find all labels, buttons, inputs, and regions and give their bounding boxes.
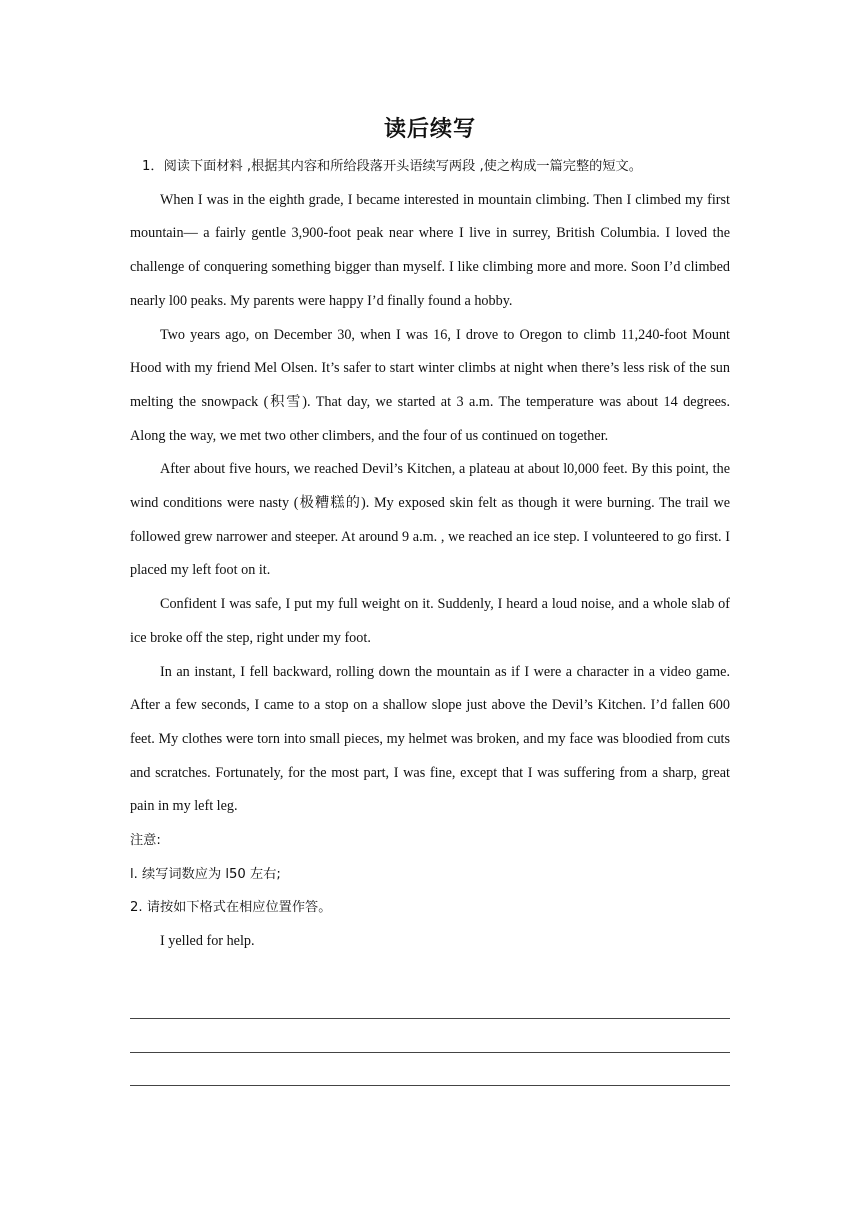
paragraph-starter: I yelled for help. xyxy=(160,933,255,950)
note-item-2: 2. 请按如下格式在相应位置作答。 xyxy=(130,900,332,916)
story-paragraph-2: Two years ago, on December 30, when I was 16, I drove to Oregon to climb 11,240-foot Mount Hood with my friend Mel Olsen. It’s safer to start winter climbs at night when there’s less risk of the sun melting the snowpack (积雪). That day, we started at 3 a.m. The temperature was about 14 degrees. Along the way, we met two other climbers, and the four of us continued on together. xyxy=(130,326,730,444)
answer-line[interactable] xyxy=(130,1052,730,1053)
document-page xyxy=(130,0,730,1216)
story-paragraph-5: In an instant, I fell backward, rolling down the mountain as if I were a character in a video game. After a few seconds, I came to a stop on a shallow slope just above the Devil’s Kitchen. I’d fallen 600 feet. My clothes were torn into small pieces, my helmet was broken, and my face was bloodied from cuts and scratches. Fortunately, for the most part, I was fine, except that I was suffering from a sharp, great pain in my left leg. xyxy=(130,663,730,815)
story-paragraph-3: After about five hours, we reached Devil’s Kitchen, a plateau at about l0,000 feet. By this point, the wind conditions were nasty (极糟糕的). My exposed skin felt as though it were burning. The trail we followed grew narrower and steeper. At around 9 a.m. , we reached an ice step. I volunteered to go first. I placed my left foot on it. xyxy=(130,461,730,579)
notes-heading: 注意: xyxy=(130,833,161,849)
answer-line[interactable] xyxy=(130,1085,730,1086)
story-paragraph-1: When I was in the eighth grade, I became interested in mountain climbing. Then I climbed my first mountain— a fairly gentle 3,900-foot peak near where I live in surrey, British Columbia. I loved the challenge of conquering something bigger than myself. I like climbing more and more. Soon I’d climbed nearly l00 peaks. My parents were happy I’d finally found a hobby. xyxy=(130,191,730,309)
task-instruction: 1．阅读下面材料 ,根据其内容和所给段落开头语续写两段 ,使之构成一篇完整的短文。 xyxy=(142,159,642,174)
document-body xyxy=(130,150,730,959)
document-title: 读后续写 xyxy=(383,117,476,142)
note-item-1: l. 续写词数应为 l50 左右; xyxy=(130,866,281,882)
answer-line[interactable] xyxy=(130,1018,730,1019)
story-paragraph-4: Confident I was safe, I put my full weight on it. Suddenly, I heard a loud noise, and a whole slab of ice broke off the step, right under my foot. xyxy=(130,596,730,646)
answer-lines xyxy=(130,1018,730,1119)
